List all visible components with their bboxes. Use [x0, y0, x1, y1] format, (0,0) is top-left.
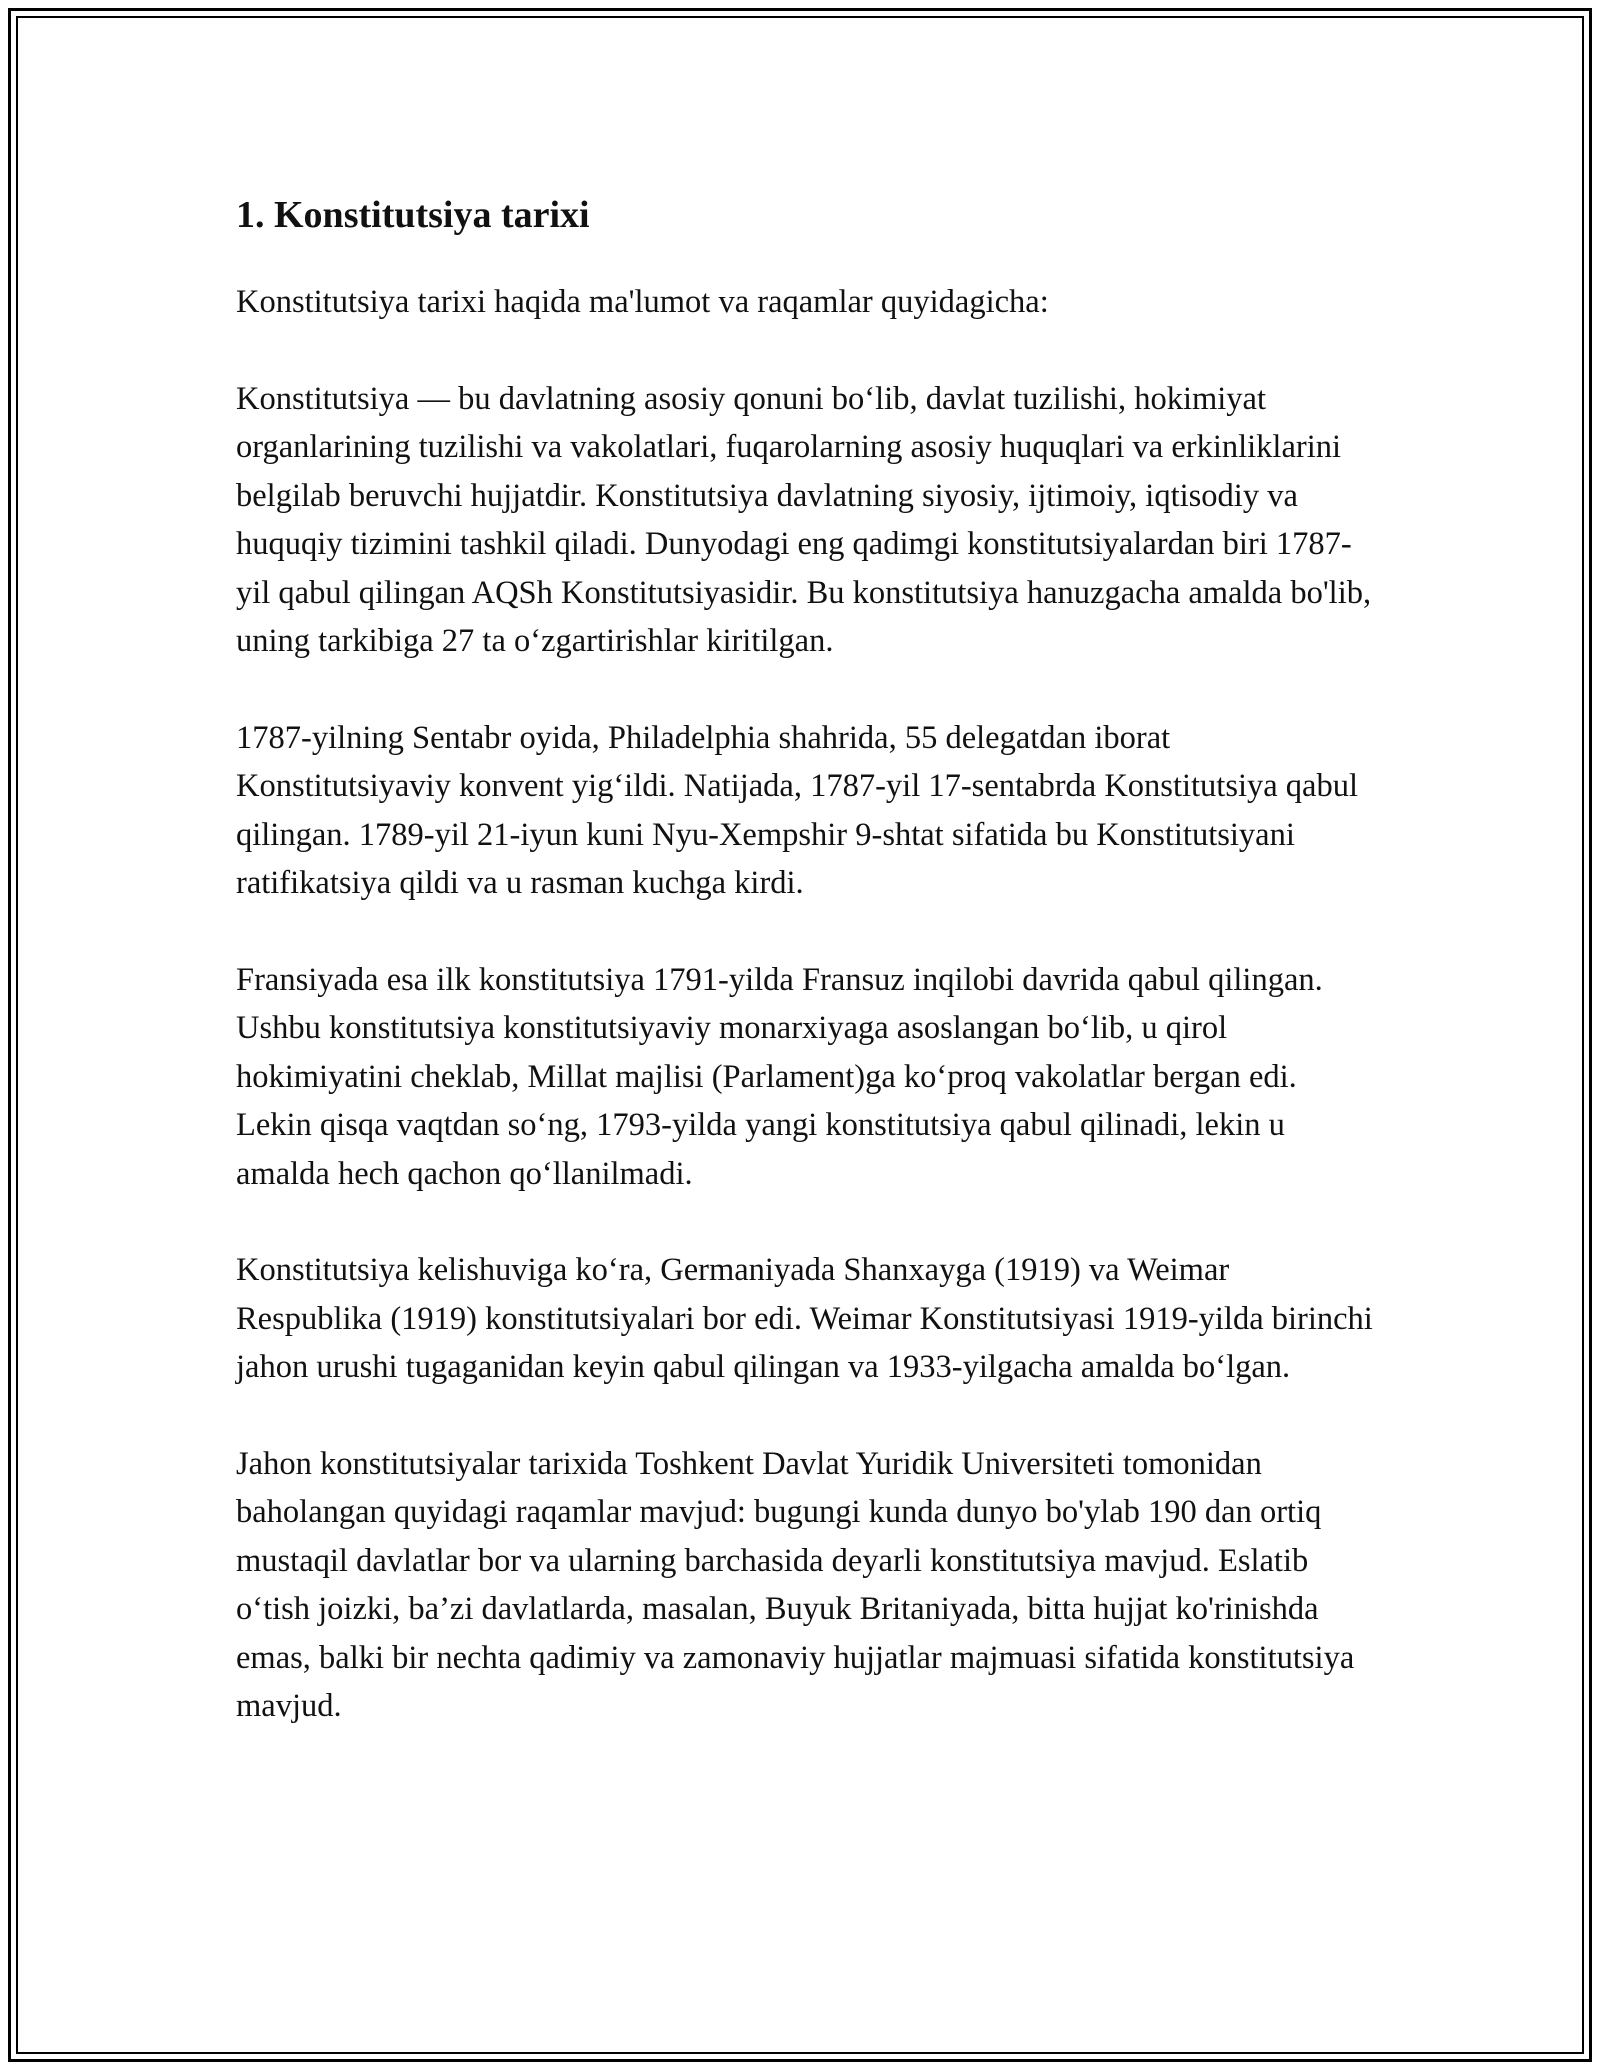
france-paragraph: Fransiyada esa ilk konstitutsiya 1791-yilda Fransuz inqilobi davrida qabul qilingan. Ushbu konstitutsiya konstitutsiyaviy monarxiyaga asoslangan bo‘lib, u qirol hokimiyatini cheklab, Millat majlisi (Parlament)ga ko‘proq vakolatlar bergan edi. Lekin qisqa vaqtdan so‘ng, 1793-yilda yangi konstitutsiya qabul qilinadi, lekin u amalda hech qachon qo‘llanilmadi. — [236, 961, 1323, 1192]
document-page — [236, 188, 1376, 1779]
section-heading: 1. Konstitutsiya tarixi — [236, 194, 590, 236]
germany-paragraph: Konstitutsiya kelishuviga ko‘ra, Germaniyada Shanxayga (1919) va Weimar Respublika (1919) konstitutsiyalari bor edi. Weimar Konstitutsiyasi 1919-yilda birinchi jahon urushi tugaganidan keyin qabul qilingan va 1933-yilgacha amalda bo‘lgan. — [236, 1252, 1373, 1385]
intro-paragraph: Konstitutsiya tarixi haqida ma'lumot va raqamlar quyidagicha: — [236, 284, 1049, 320]
definition-paragraph: Konstitutsiya — bu davlatning asosiy qonuni bo‘lib, davlat tuzilishi, hokimiyat organlarining tuzilishi va vakolatlari, fuqarolarning asosiy huquqlari va erkinliklarini belgilab beruvchi hujjatdir. Konstitutsiya davlatning siyosiy, ijtimoiy, iqtisodiy va huquqiy tizimini tashkil qiladi. Dunyodagi eng qadimgi konstitutsiyalardan biri 1787-yil qabul qilingan AQSh Konstitutsiyasidir. Bu konstitutsiya hanuzgacha amalda bo'lib, uning tarkibiga 27 ta o‘zgartirishlar kiritilgan. — [236, 380, 1372, 659]
world-constitutions-paragraph: Jahon konstitutsiyalar tarixida Toshkent Davlat Yuridik Universiteti tomonidan baholangan quyidagi raqamlar mavjud: bugungi kunda dunyo bo'ylab 190 dan ortiq mustaqil davlatlar bor va ularning barchasida deyarli konstitutsiya mavjud. Eslatib o‘tish joizki, ba’zi davlatlarda, masalan, Buyuk Britaniyada, bitta hujjat ko'rinishda emas, balki bir nechta qadimiy va zamonaviy hujjatlar majmuasi sifatida konstitutsiya mavjud. — [236, 1445, 1355, 1724]
usa-convention-paragraph: 1787-yilning Sentabr oyida, Philadelphia shahrida, 55 delegatdan iborat Konstitutsiyaviy konvent yig‘ildi. Natijada, 1787-yil 17-sentabrda Konstitutsiya qabul qilingan. 1789-yil 21-iyun kuni Nyu-Xempshir 9-shtat sifatida bu Konstitutsiyani ratifikatsiya qildi va u rasman kuchga kirdi. — [236, 719, 1358, 901]
